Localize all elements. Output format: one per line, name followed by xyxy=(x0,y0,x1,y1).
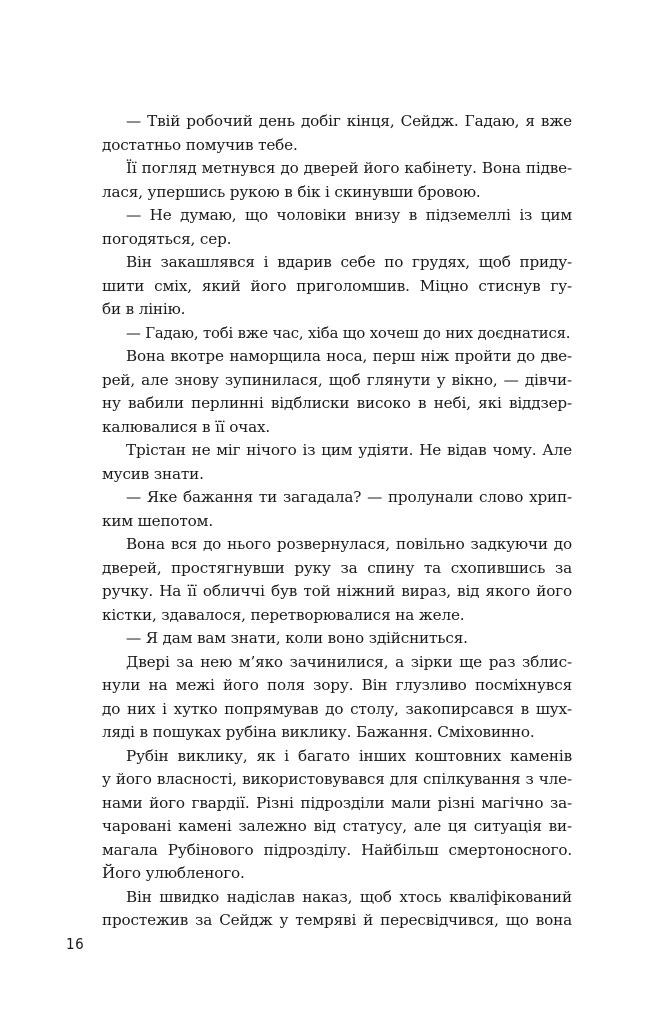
text-line: ручку. На її обличчі був той ніжний вираз, від якого його xyxy=(102,582,572,600)
text-line: — Гадаю, тобі вже час, хіба що хочеш до них доєднатися. xyxy=(126,324,571,342)
text-line: Вона вкотре наморщила носа, перш ніж пройти до две- xyxy=(126,347,572,365)
text-line: шити сміх, який його приголомшив. Міцно стиснув гу- xyxy=(102,276,572,295)
text-line: Вона вся до нього розвернулася, повільно задкуючи до xyxy=(126,535,572,553)
text-line: кістки, здавалося, перетворювалися на желе. xyxy=(102,605,465,624)
body-text xyxy=(102,110,572,933)
text-line: у його власності, використовувався для спілкування з чле- xyxy=(102,770,572,788)
text-line: — Яке бажання ти загадала? — пролунали слово хрип- xyxy=(126,488,572,506)
text-line: ляді в пошуках рубіна виклику. Бажання. Сміховинно. xyxy=(102,723,535,741)
text-line: рей, але знову зупинилася, щоб глянути у вікно, — дівчи- xyxy=(102,370,572,389)
text-line: Він закашлявся і вдарив себе по грудях, щоб приду- xyxy=(126,253,572,271)
text-line: нами його гвардії. Різні підрозділи мали різні магічно за- xyxy=(102,793,572,812)
text-line: Рубін виклику, як і багато інших коштовних каменів xyxy=(126,746,572,765)
text-line: простежив за Сейдж у темряві й пересвідчився, що вона xyxy=(102,911,572,929)
page-number: 16 xyxy=(66,935,85,953)
text-line: Трістан не міг нічого із цим удіяти. Не відав чому. Але xyxy=(126,441,572,459)
text-line: Він швидко надіслав наказ, щоб хтось кваліфікований xyxy=(126,887,572,906)
text-line: Її погляд метнувся до дверей його кабінету. Вона підве- xyxy=(126,159,572,177)
text-line: — Я дам вам знати, коли воно здійсниться. xyxy=(126,629,468,647)
text-line: Його улюбленого. xyxy=(102,864,245,882)
text-line: калювалися в її очах. xyxy=(102,417,271,436)
text-line: мусив знати. xyxy=(102,464,204,483)
text-line: чаровані камені залежно від статусу, але ця ситуація ви- xyxy=(102,817,572,835)
text-line: — Твій робочий день добіг кінця, Сейдж. Гадаю, я вже xyxy=(126,112,572,130)
text-line: магала Рубінового підрозділу. Найбільш смертоносного. xyxy=(102,840,572,859)
text-line: би в лінію. xyxy=(102,300,186,318)
text-line: ну вабили перлинні відблиски високо в небі, які віддзер- xyxy=(102,394,572,412)
text-line: погодяться, сер. xyxy=(102,229,232,248)
text-line: лася, упершись рукою в бік і скинувши бровою. xyxy=(102,182,481,201)
text-line: ким шепотом. xyxy=(102,511,214,530)
text-line: дверей, простягнувши руку за спину та схопившись за xyxy=(102,558,572,577)
text-line: — Не думаю, що чоловіки внизу в підземеллі із цим xyxy=(126,206,572,224)
text-line: до них і хутко попрямував до столу, закопирсався в шух- xyxy=(102,699,572,718)
text-line: Двері за нею м’яко зачинилися, а зірки ще раз зблис- xyxy=(126,652,572,671)
text-line: достатньо помучив тебе. xyxy=(102,135,298,154)
text-line: нули на межі його поля зору. Він глузливо посміхнувся xyxy=(102,676,572,694)
